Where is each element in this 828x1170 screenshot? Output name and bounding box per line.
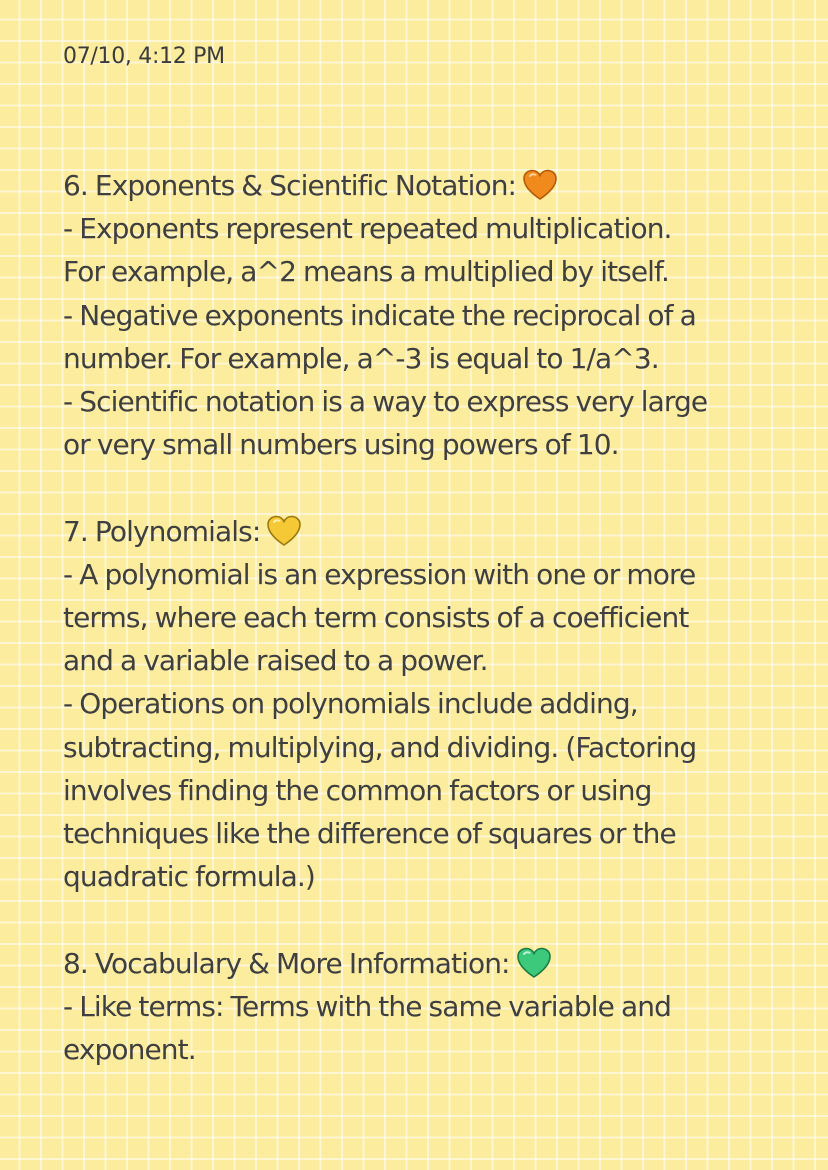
section-line: - Negative exponents indicate the reciprocal of a [63,298,696,332]
section-polynomials [63,510,803,899]
section-line: terms, where each term consists of a coefficient [63,601,689,635]
green-heart-icon [516,947,552,979]
section-line: - Scientific notation is a way to express very large [63,385,708,419]
section-line: - Like terms: Terms with the same variable and [63,989,671,1023]
section-line: For example, a^2 means a multiplied by itself. [63,255,669,289]
section-line: or very small numbers using powers of 10. [63,428,619,462]
section-heading-text: 7. Polynomials: [63,514,261,548]
section-exponents [63,164,803,466]
section-line: quadratic formula.) [63,860,315,894]
section-heading-text: 8. Vocabulary & More Information: [63,946,510,980]
section-line: - Exponents represent repeated multiplication. [63,212,672,246]
paragraph-spacer [63,898,803,941]
orange-heart-icon [522,169,558,201]
paragraph-spacer [63,466,803,509]
section-line: subtracting, multiplying, and dividing. (Factoring [63,730,697,764]
note-timestamp: 07/10, 4:12 PM [63,44,225,69]
section-line: - A polynomial is an expression with one or more [63,557,696,591]
section-line: number. For example, a^-3 is equal to 1/a^3. [63,341,659,375]
section-line: - Operations on polynomials include adding, [63,687,638,721]
section-heading-text: 6. Exponents & Scientific Notation: [63,169,517,202]
yellow-heart-icon [266,515,302,547]
section-vocabulary [63,942,803,1072]
section-heading [63,942,803,985]
section-line: techniques like the difference of squares or the [63,817,676,851]
section-line: and a variable raised to a power. [63,644,488,678]
section-heading [63,164,803,207]
section-line: involves finding the common factors or using [63,773,652,807]
section-heading [63,510,803,553]
note-body [63,164,803,1071]
section-line: exponent. [63,1033,196,1067]
